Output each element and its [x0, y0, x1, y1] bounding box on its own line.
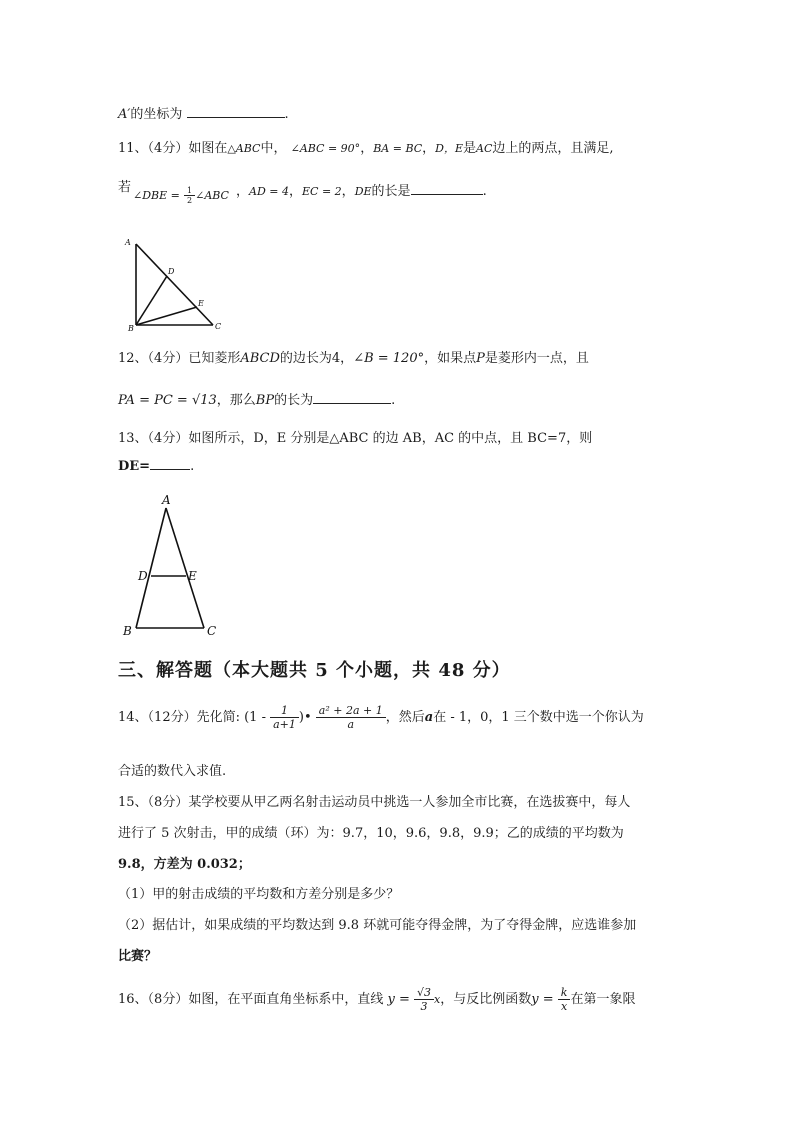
q14-line1 [118, 704, 644, 731]
q12-text5: ，那么 [216, 393, 256, 408]
q12-text3: ，如果点 [424, 351, 477, 366]
q16-k-num: k [558, 986, 571, 1000]
q11-sep1: ， [360, 141, 374, 156]
q11-sep2: ， [422, 141, 436, 156]
q11-label-d: D [168, 267, 175, 276]
section-heading: 三、解答题（本大题共 5 个小题，共 48 分） [118, 660, 511, 681]
q11-line2b [236, 180, 487, 199]
q16-fraction-k [558, 986, 571, 1013]
q13-label-c: C [207, 624, 217, 638]
q11-sep3: ， [236, 184, 250, 199]
q14-number: 14、（12分） [118, 710, 197, 725]
q14-fraction1 [270, 704, 299, 731]
q11-points-de: D，E [435, 142, 464, 155]
q13-label-d: D [138, 569, 148, 583]
q14-line2: 合适的数代入求值. [118, 764, 227, 779]
q10-point: A′ [118, 107, 131, 122]
q11-label-e: E [198, 299, 204, 308]
q11-label-c: C [215, 322, 222, 331]
q11-line3 [133, 186, 229, 205]
q11-cond4: AD = 4 [249, 185, 289, 198]
q14-text3: 在 - 1，0，1 三个数中选一个你认为 [433, 710, 644, 725]
q13-label-e: E [188, 569, 197, 583]
q16-text2: ，与反比例函数 [440, 992, 532, 1007]
q16-k-den: x [560, 1000, 568, 1013]
q13-line2 [118, 457, 194, 474]
q12-p: P [476, 351, 485, 366]
q16-y2: y = [531, 992, 554, 1007]
q11-sep4: ， [289, 184, 303, 199]
q11-cond1: ∠ABC = 90° [290, 142, 361, 155]
q11-text3: 是 [463, 141, 477, 156]
q15-line1-text: 某学校要从甲乙两名射击运动员中挑选一人参加全市比赛，在选拔赛中，每人 [188, 795, 631, 810]
q13-figure [118, 490, 228, 640]
q13-label-b: B [123, 624, 132, 638]
q11-half-fraction [184, 186, 195, 205]
q13-text2: DE= [118, 459, 151, 474]
q12-angle: ∠B = 120° [353, 351, 425, 366]
q11-figure [118, 234, 228, 334]
q11-text1: 如图在 [188, 141, 228, 156]
q15-line2: 进行了 5 次射击，甲的成绩（环）为：9.7，10，9.6，9.8，9.9；乙的成绩的平均数为 [118, 826, 624, 841]
q14-fraction2 [316, 704, 386, 731]
q14-dot: )• [298, 710, 312, 725]
q11-number: 11、（4分） [118, 141, 189, 156]
q16-f-num: √3 [414, 986, 434, 1000]
q15-sub2: （2）据估计，如果成绩的平均数达到 9.8 环就可能夺得金牌，为了夺得金牌，应选谁参加 [118, 918, 637, 933]
q11-sep5: ， [341, 184, 355, 199]
q12-line1 [118, 347, 589, 366]
q13-side-ac [166, 508, 204, 628]
q12-number: 12、（4分） [118, 351, 189, 366]
q11-text4: 边上的两点，且满足, [492, 141, 614, 156]
q10-answer-blank[interactable] [187, 105, 285, 118]
q13-label-a: A [162, 493, 171, 507]
q15-line3: 9.8，方差为 0.032； [118, 857, 251, 872]
q12-line2 [118, 389, 395, 408]
q14-text1: 先化简: (1 - [196, 710, 266, 725]
q11-cond2: BA = BC [373, 142, 423, 155]
q13-side-ab [136, 508, 166, 628]
q11-label-b: B [128, 324, 134, 333]
q11-half-den: 2 [187, 196, 193, 205]
q12-equation: PA = PC = √13 [118, 393, 217, 408]
q16-line1 [118, 986, 635, 1013]
q16-y1: y = [387, 992, 410, 1007]
q14-f2-num: a² + 2a + 1 [316, 704, 386, 718]
q11-text2: 中， [260, 141, 287, 156]
q14-f1-num: 1 [270, 704, 299, 718]
q11-de: DE [354, 185, 372, 198]
q14-text2: ，然后 [385, 710, 425, 725]
q14-f1-den: a+1 [273, 718, 296, 731]
q15-sub1: （1）甲的射击成绩的平均数和方差分别是多少？ [118, 887, 400, 902]
q10-tail-line [118, 103, 289, 122]
q12-text1: 已知菱形 [188, 351, 241, 366]
q16-number: 16、（8分） [118, 992, 189, 1007]
q11-cond3-right: ∠ABC [195, 189, 229, 202]
q12-answer-blank[interactable] [313, 391, 391, 404]
q11-answer-blank[interactable] [411, 182, 483, 195]
q11-half-num: 1 [184, 186, 195, 196]
q16-text3: 在第一象限 [570, 992, 636, 1007]
q16-text1: 如图，在平面直角坐标系中，直线 [188, 992, 384, 1007]
q12-text2: 的边长为4， [279, 351, 354, 366]
q10-end: . [284, 107, 289, 122]
q11-end: . [482, 184, 487, 199]
q13-text1: 如图所示，D，E 分别是△ABC 的边 AB，AC 的中点，且 BC=7，则 [188, 431, 593, 446]
q11-ruo: 若 [118, 180, 132, 195]
q12-text4: 是菱形内一点，且 [484, 351, 589, 366]
q16-f-den: 3 [420, 1000, 428, 1013]
q11-line2 [118, 176, 131, 195]
q11-ac: AC [476, 142, 493, 155]
q13-end: . [190, 459, 195, 474]
q13-answer-blank[interactable] [150, 457, 190, 470]
q16-fraction-sqrt3 [414, 986, 434, 1013]
q14-f2-den: a [347, 718, 355, 731]
q13-number: 13、（4分） [118, 431, 189, 446]
q12-bp: BP [255, 393, 275, 408]
q10-text: 的坐标为 [130, 107, 183, 122]
q16-x1: x [434, 993, 441, 1006]
q15-number: 15、（8分） [118, 795, 189, 810]
q11-text5: 的长是 [371, 184, 411, 199]
q11-cond5: EC = 2 [302, 185, 342, 198]
q12-abcd: ABCD [240, 351, 280, 366]
q12-text6: 的长为 [274, 393, 314, 408]
q11-label-a: A [125, 238, 131, 247]
q14-a: a [424, 710, 434, 725]
q11-cond3-left: ∠DBE = [133, 189, 180, 202]
q15-line1 [118, 791, 630, 810]
q11-line1 [118, 137, 614, 156]
q12-end: . [391, 393, 396, 408]
q13-line1 [118, 427, 592, 446]
q11-triangle: △ABC [227, 142, 261, 155]
q15-sub2b: 比赛？ [118, 949, 158, 964]
